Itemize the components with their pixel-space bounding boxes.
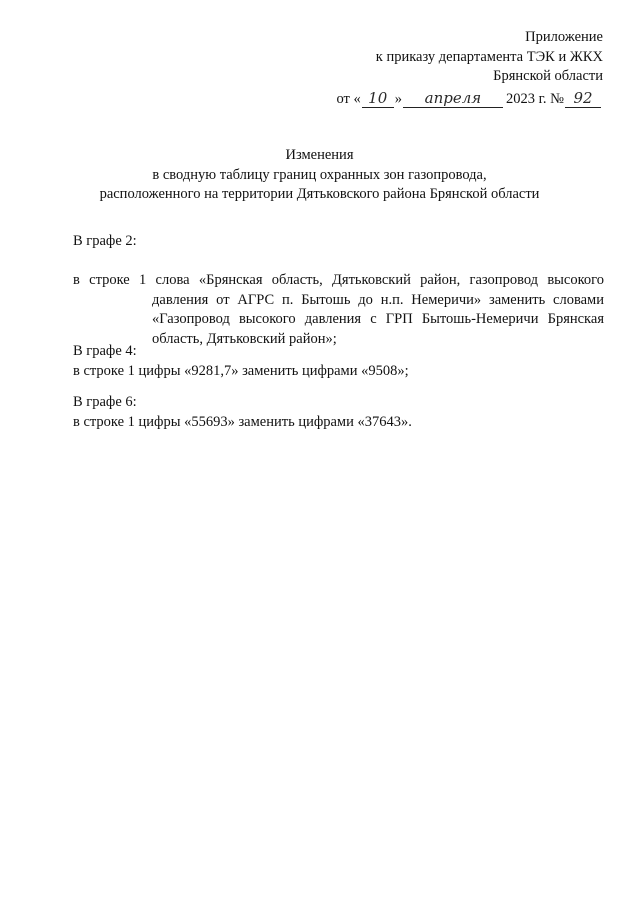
order-day: 10	[362, 90, 394, 108]
section-column-4	[73, 342, 604, 381]
appendix-region: Брянской области	[493, 68, 603, 84]
order-date-line	[336, 90, 602, 108]
appendix-order-ref: к приказу департамента ТЭК и ЖКХ	[375, 48, 603, 65]
section-heading: В графе 4:	[73, 343, 137, 359]
appendix-header	[376, 28, 603, 87]
section-text: в строке 1 цифры «9281,7» заменить цифрами «9508»;	[73, 362, 409, 379]
order-prefix: от «	[336, 91, 361, 107]
section-heading: В графе 6:	[73, 394, 137, 410]
document-title	[0, 146, 639, 205]
section-heading: В графе 2:	[73, 233, 137, 249]
appendix-label: Приложение	[525, 29, 603, 45]
order-number: 92	[565, 90, 601, 108]
title-line-3: расположенного на территории Дятьковского района Брянской области	[99, 186, 540, 202]
title-line-1: Изменения	[285, 147, 354, 163]
section-text: в строке 1 слова «Брянская область, Дятьковский район, газопровод высокого давления от АГРС п. Бытошь до н.п. Немеричи» заменить словами «Газопровод высокого давления с ГРП Бытошь-Немеричи Брянская область, Дятьковский район»;	[73, 272, 604, 347]
order-year: 2023 г. №	[505, 91, 564, 107]
order-month: апреля	[403, 90, 503, 108]
section-text: в строке 1 цифры «55693» заменить цифрами «37643».	[73, 413, 412, 430]
title-line-2: в сводную таблицу границ охранных зон газопровода,	[152, 166, 487, 183]
order-mid: »	[394, 91, 402, 107]
section-column-2	[73, 232, 604, 349]
section-column-6	[73, 393, 604, 432]
